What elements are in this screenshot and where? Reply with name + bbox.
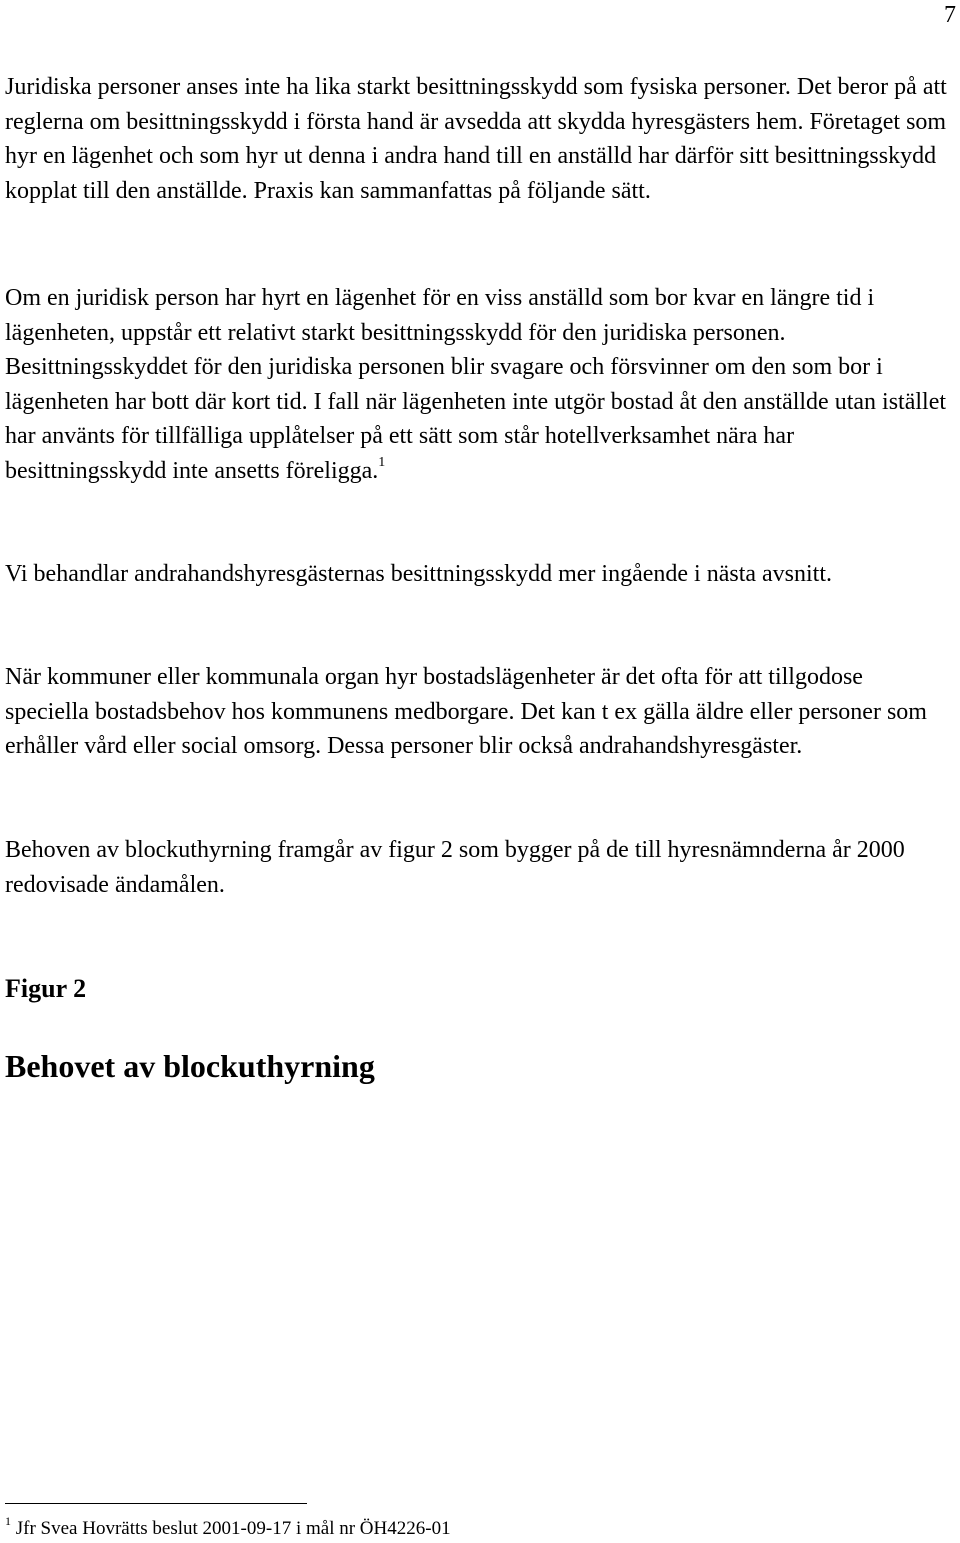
paragraph-practice-summary-text: Om en juridisk person har hyrt en lägenhet för en viss anställd som bor kvar en längre tid i lägenheten, uppstår ett relativt starkt besittningsskydd för den juridiska personen. Besittningsskyddet för den juridiska personen blir svagare och försvinner om den som bor i lägenheten har bott där kort tid. I fall när lägenheten inte utgör bostad åt den anställde utan istället har använts för tillfälliga upplåtelser på ett sätt som står hotellverksamhet nära har besittningsskydd inte ansetts föreligga. xyxy=(5,285,947,484)
page-number: 7 xyxy=(944,2,956,28)
paragraph-legal-persons: Juridiska personer anses inte ha lika starkt besittningsskydd som fysiska personer. Det beror på att reglerna om besittningsskydd i första hand är avsedda att skydda hyresgästers hem. Företaget som hyr en lägenhet och som hyr ut denna i andra hand till en anställd har därför sitt besittningsskydd kopplat till den anställde. Praxis kan sammanfattas på följande sätt. xyxy=(5,74,947,204)
paragraph-next-section: Vi behandlar andrahandshyresgästernas besittningsskydd mer ingående i nästa avsnitt. xyxy=(5,561,833,587)
footnote-text: Jfr Svea Hovrätts beslut 2001-09-17 i mål nr ÖH4226-01 xyxy=(15,1518,451,1539)
footnote-divider xyxy=(5,1503,307,1504)
footnote-reference: 1 xyxy=(378,454,386,470)
paragraph-figure-reference: Behoven av blockuthyrning framgår av figur 2 som bygger på de till hyresnämnderna år 2000 redovisade ändamålen. xyxy=(5,837,905,898)
paragraph-municipalities: När kommuner eller kommunala organ hyr bostadslägenheter är det ofta för att tillgodose speciella bostadsbehov hos kommunens medborgare. Det kan t ex gälla äldre eller personer som erhåller vård eller social omsorg. Dessa personer blir också andrahandshyresgäster. xyxy=(5,664,927,759)
paragraph-practice-summary xyxy=(5,281,949,488)
footnote xyxy=(5,1514,451,1541)
figure-label: Figur 2 xyxy=(5,974,87,1003)
footnote-marker: 1 xyxy=(5,1514,11,1528)
figure-title: Behovet av blockuthyrning xyxy=(5,1048,375,1084)
